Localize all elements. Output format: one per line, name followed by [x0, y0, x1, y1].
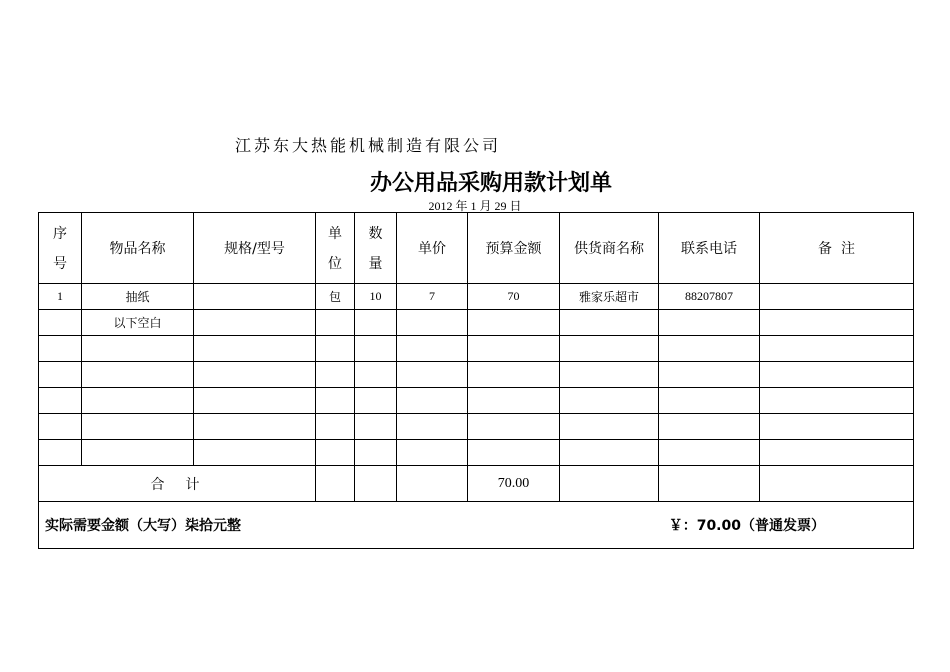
header-budget: 预算金额 — [468, 213, 560, 284]
header-unit-top: 单 — [328, 226, 342, 242]
company-name: 江苏东大热能机械制造有限公司 — [235, 136, 502, 155]
header-seq — [39, 213, 82, 284]
amount-in-words: 实际需要金额（大写）柒拾元整 — [45, 518, 241, 534]
document-date: 2012 年 1 月 29 日 — [428, 199, 522, 213]
cell-price — [397, 310, 468, 336]
cell-price: 7 — [397, 284, 468, 310]
header-phone: 联系电话 — [659, 213, 760, 284]
cell-name: 抽纸 — [82, 284, 194, 310]
empty-row — [39, 440, 914, 466]
header-qty-top: 数 — [368, 226, 383, 242]
header-seq-top: 序 — [53, 226, 67, 242]
cell-supplier — [560, 310, 659, 336]
purchase-plan-table — [38, 212, 914, 549]
table-row — [39, 284, 914, 310]
document-title: 办公用品采购用款计划单 — [369, 171, 612, 196]
header-note: 备 注 — [760, 213, 914, 284]
header-unit — [316, 213, 355, 284]
header-qty-bottom: 量 — [368, 256, 383, 272]
header-price: 单价 — [397, 213, 468, 284]
cell-spec — [194, 310, 316, 336]
header-seq-bottom: 号 — [53, 256, 67, 272]
cell-unit: 包 — [316, 284, 355, 310]
cell-name: 以下空白 — [82, 310, 194, 336]
cell-qty — [355, 310, 397, 336]
cell-seq: 1 — [39, 284, 82, 310]
header-name: 物品名称 — [82, 213, 194, 284]
cell-budget: 70 — [468, 284, 560, 310]
cell-supplier: 雅家乐超市 — [560, 284, 659, 310]
cell-budget — [468, 310, 560, 336]
header-supplier: 供货商名称 — [560, 213, 659, 284]
empty-row — [39, 388, 914, 414]
header-qty — [355, 213, 397, 284]
amount-in-figures: ￥：70.00（普通发票） — [668, 518, 825, 534]
table-row — [39, 310, 914, 336]
amount-row — [39, 502, 914, 549]
empty-row — [39, 414, 914, 440]
table-header-row — [39, 213, 914, 284]
header-unit-bottom: 位 — [328, 256, 342, 272]
cell-phone — [659, 310, 760, 336]
cell-seq — [39, 310, 82, 336]
cell-note — [760, 310, 914, 336]
empty-row — [39, 336, 914, 362]
total-budget: 70.00 — [468, 466, 560, 502]
empty-row — [39, 362, 914, 388]
cell-spec — [194, 284, 316, 310]
total-row — [39, 466, 914, 502]
cell-unit — [316, 310, 355, 336]
header-spec: 规格/型号 — [194, 213, 316, 284]
total-label: 合 计 — [39, 466, 316, 502]
cell-phone: 88207807 — [659, 284, 760, 310]
cell-qty: 10 — [355, 284, 397, 310]
cell-note — [760, 284, 914, 310]
